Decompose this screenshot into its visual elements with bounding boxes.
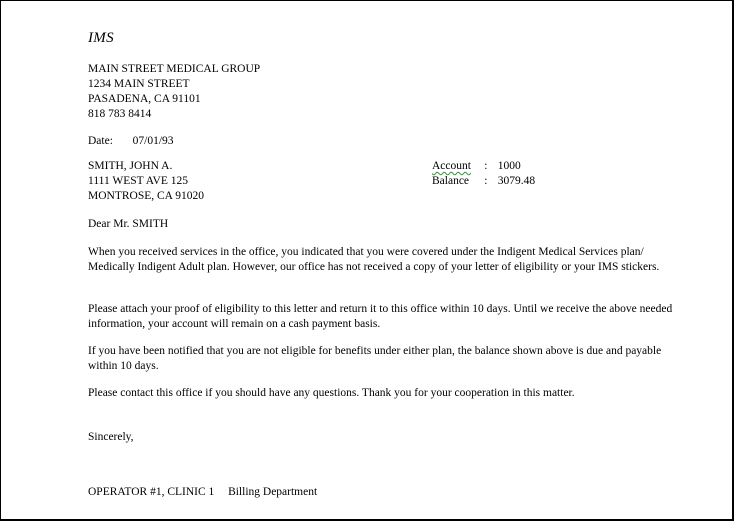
closing: Sincerely, <box>88 431 134 443</box>
date-line <box>88 134 174 148</box>
balance-label: Balance <box>432 175 470 187</box>
signature-operator: OPERATOR #1, CLINIC 1 <box>88 486 215 498</box>
org-street: 1234 MAIN STREET <box>88 78 190 90</box>
balance-value: 3079.48 <box>497 175 536 187</box>
balance-sep: : <box>484 175 488 187</box>
org-name: MAIN STREET MEDICAL GROUP <box>88 63 261 75</box>
ims-logo: IMS <box>88 30 114 46</box>
recipient-address <box>88 159 204 204</box>
paragraph-2: Please attach your proof of eligibility to this letter and return it to this office within 10 days. Until we receive the above needed information, your account will remain on a cash payment basis. <box>88 303 673 330</box>
account-summary <box>432 159 535 189</box>
letterhead-address <box>88 62 260 122</box>
org-city: PASADENA, CA 91101 <box>88 93 201 105</box>
paragraph-4: Please contact this office if you should have any questions. Thank you for your cooperation in this matter. <box>88 387 575 399</box>
signature-line <box>88 485 317 499</box>
recipient-city: MONTROSE, CA 91020 <box>88 190 204 202</box>
paragraph-3: If you have been notified that you are not eligible for benefits under either plan, the balance shown above is due and payable within 10 days. <box>88 345 662 372</box>
org-phone: 818 783 8414 <box>88 108 152 120</box>
balance-line <box>432 174 535 189</box>
account-sep: : <box>484 160 488 172</box>
account-label: Account <box>432 160 471 172</box>
account-line <box>432 159 535 174</box>
signature-department: Billing Department <box>228 486 318 498</box>
paragraph-1: When you received services in the office, you indicated that you were covered under the Indigent Medical Services plan/ Medically Indigent Adult plan. However, our office has not received a copy of your letter of eligibility or your IMS stickers. <box>88 246 660 273</box>
account-value: 1000 <box>497 160 521 172</box>
recipient-street: 1111 WEST AVE 125 <box>88 175 188 187</box>
salutation: Dear Mr. SMITH <box>88 218 169 230</box>
date-value: 07/01/93 <box>132 135 174 147</box>
recipient-name: SMITH, JOHN A. <box>88 160 173 172</box>
date-label: Date: <box>88 135 113 147</box>
